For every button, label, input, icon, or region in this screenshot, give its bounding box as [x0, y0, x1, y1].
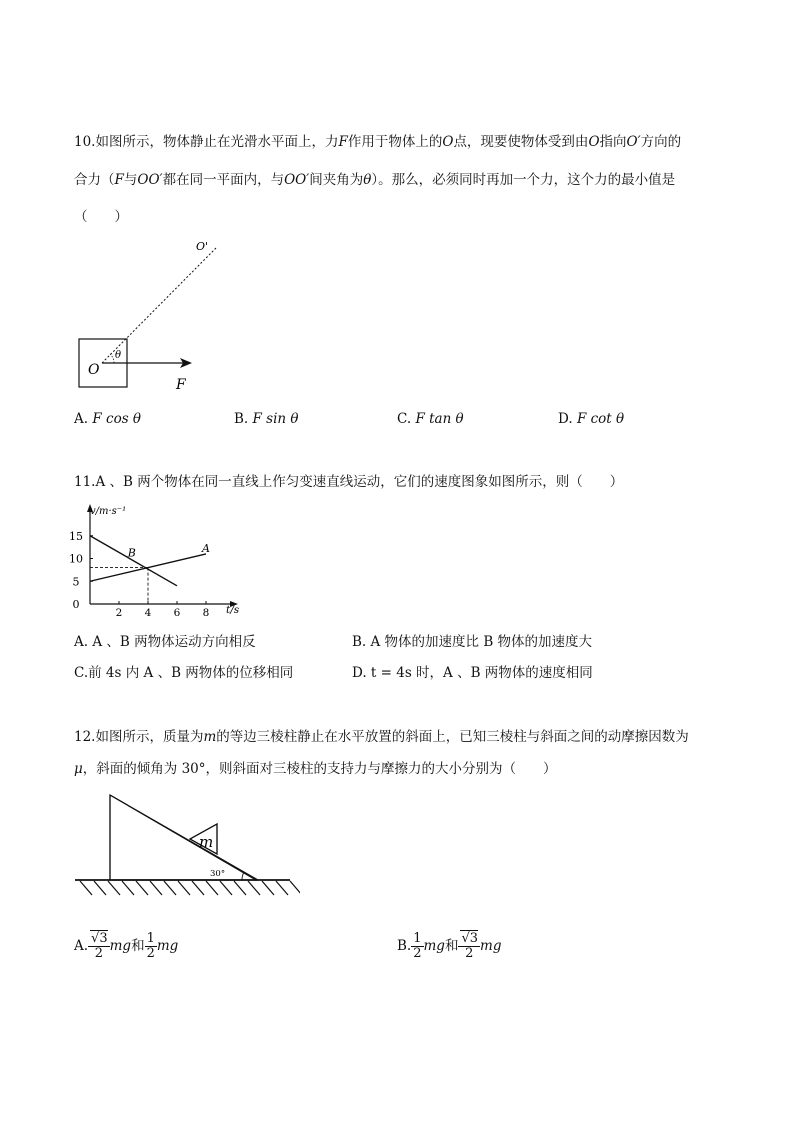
var-OOp: OO′	[284, 172, 310, 188]
q10-option-d[interactable]	[558, 409, 624, 429]
y-tick-label-15: 15	[69, 529, 83, 543]
option-expr: F sin θ	[252, 411, 299, 427]
q12-option-a[interactable]	[74, 926, 178, 966]
option-expr: F tan θ	[415, 411, 464, 427]
x-axis-label: t/s	[226, 604, 240, 616]
hatch-line	[94, 881, 106, 895]
q12-text: 12.如图所示，质量为	[74, 729, 204, 745]
hatch-line	[108, 881, 120, 895]
option-letter: D.	[558, 411, 577, 427]
q12-text: 的等边三棱柱静止在水平放置的斜面上，已知三棱柱与斜面之间的动摩擦因数为	[216, 729, 689, 745]
incline-slope	[110, 795, 258, 880]
q10-option-b[interactable]	[234, 409, 299, 429]
q10-line-2	[74, 170, 675, 190]
q10-text: 作用于物体上的	[347, 134, 443, 150]
denominator: 2	[94, 946, 103, 961]
denominator: 2	[465, 946, 474, 961]
label-O-prime: O'	[196, 240, 209, 253]
option-expr: F cot θ	[576, 411, 625, 427]
fraction-sqrt3-over-2	[88, 932, 110, 961]
var-Oprime: O′	[626, 134, 641, 150]
numerator: 1	[413, 931, 422, 946]
label-theta: θ	[115, 350, 122, 361]
option-expr: F cos θ	[92, 411, 142, 427]
hatch-line	[150, 881, 162, 895]
hatch-line	[178, 881, 190, 895]
fraction-1-over-2	[145, 932, 157, 961]
var-OOp: OO′	[137, 172, 163, 188]
var-m: m	[203, 729, 217, 745]
sqrt3: √3	[91, 931, 108, 946]
label-angle: 30°	[210, 869, 226, 879]
q10-text: 点，现要使物体受到由	[453, 134, 589, 150]
hatch-line	[276, 881, 288, 895]
var-F: F	[114, 172, 124, 188]
denominator: 2	[413, 946, 422, 961]
var-mg: mg	[423, 938, 445, 954]
and-text: 和	[444, 938, 459, 954]
x-tick-label-4: 4	[144, 607, 152, 619]
q10-force-diagram	[70, 236, 230, 396]
denominator: 2	[146, 946, 155, 961]
theta-arc	[110, 354, 114, 363]
q12-line-2	[74, 759, 557, 779]
sqrt3: √3	[461, 931, 479, 946]
q11-option-b[interactable]: B. A 物体的加速度比 B 物体的加速度大	[352, 634, 593, 650]
q10-text: 10.如图所示，物体静止在光滑水平面上，力	[74, 134, 339, 150]
label-F: F	[176, 377, 186, 393]
hatch-line	[122, 881, 134, 895]
option-letter: C.	[397, 411, 416, 427]
y-tick-label-5: 5	[72, 575, 80, 589]
q10-text: 都在同一平面内，与	[162, 172, 285, 188]
var-mu: μ	[74, 761, 83, 777]
q10-option-a[interactable]	[74, 409, 141, 429]
q11-velocity-time-chart	[64, 500, 264, 620]
oo-prime-dashed-line	[102, 248, 216, 363]
q11-option-c[interactable]: C.前 4s 内 A 、B 两物体的位移相同	[74, 665, 294, 681]
var-O: O	[442, 134, 454, 150]
q12-option-b[interactable]	[397, 926, 501, 966]
q12-line-1	[74, 727, 689, 747]
var-theta: θ	[363, 172, 372, 188]
numerator: 1	[146, 931, 155, 946]
y-axis-label: v/m·s⁻¹	[90, 506, 127, 517]
fraction-sqrt3-over-2	[458, 932, 480, 961]
label-O: O	[88, 362, 100, 378]
q11-option-d[interactable]: D. t = 4s 时，A 、B 两物体的速度相同	[352, 665, 593, 681]
q10-text: 间夹角为	[309, 172, 364, 188]
option-letter: B.	[397, 938, 412, 954]
hatch-line	[290, 881, 300, 895]
var-mg: mg	[156, 938, 179, 954]
y-tick-label-0: 0	[72, 598, 80, 611]
hatch-line	[164, 881, 176, 895]
fraction-1-over-2	[411, 932, 423, 961]
label-m: m	[199, 833, 214, 851]
q12-incline-diagram	[70, 790, 300, 900]
x-tick-label-6: 6	[173, 607, 181, 619]
hatch-line	[206, 881, 218, 895]
angle-arc	[242, 872, 244, 880]
q10-line-1	[74, 132, 681, 152]
hatch-line	[248, 881, 260, 895]
q10-line-3: （ ）	[74, 209, 128, 225]
x-tick-label-8: 8	[202, 607, 210, 619]
option-letter: A.	[74, 938, 89, 954]
q10-text: ）。那么，必须同时再加一个力，这个力的最小值是	[371, 172, 676, 188]
series-label-A: A	[202, 541, 210, 555]
ground-hatching	[80, 881, 300, 895]
option-letter: B.	[234, 411, 253, 427]
var-mg: mg	[480, 938, 502, 954]
y-tick-label-10: 10	[69, 552, 83, 566]
hatch-line	[136, 881, 148, 895]
q10-text: 方向的	[640, 134, 682, 150]
hatch-line	[234, 881, 246, 895]
q12-text: ，斜面的倾角为 30°，则斜面对三棱柱的支持力与摩擦力的大小分别为（ ）	[82, 761, 557, 777]
hatch-line	[262, 881, 274, 895]
q10-option-c[interactable]	[397, 409, 464, 429]
hatch-line	[220, 881, 232, 895]
and-text: 和	[131, 938, 145, 954]
q11-option-a[interactable]: A. A 、B 两物体运动方向相反	[74, 634, 256, 650]
hatch-line	[80, 881, 92, 895]
q10-text: 合力（	[74, 172, 115, 188]
var-mg: mg	[109, 938, 132, 954]
option-letter: A.	[74, 411, 93, 427]
x-tick-label-2: 2	[115, 607, 123, 619]
q10-text: 指向	[599, 134, 627, 150]
series-label-B: B	[127, 546, 136, 560]
hatch-line	[192, 881, 204, 895]
var-F: F	[338, 134, 348, 150]
var-O: O	[588, 134, 600, 150]
q11-stem: 11.A 、B 两个物体在同一直线上作匀变速直线运动，它们的速度图象如图所示，则（ ）	[74, 474, 624, 490]
q10-text: 与	[123, 172, 138, 188]
